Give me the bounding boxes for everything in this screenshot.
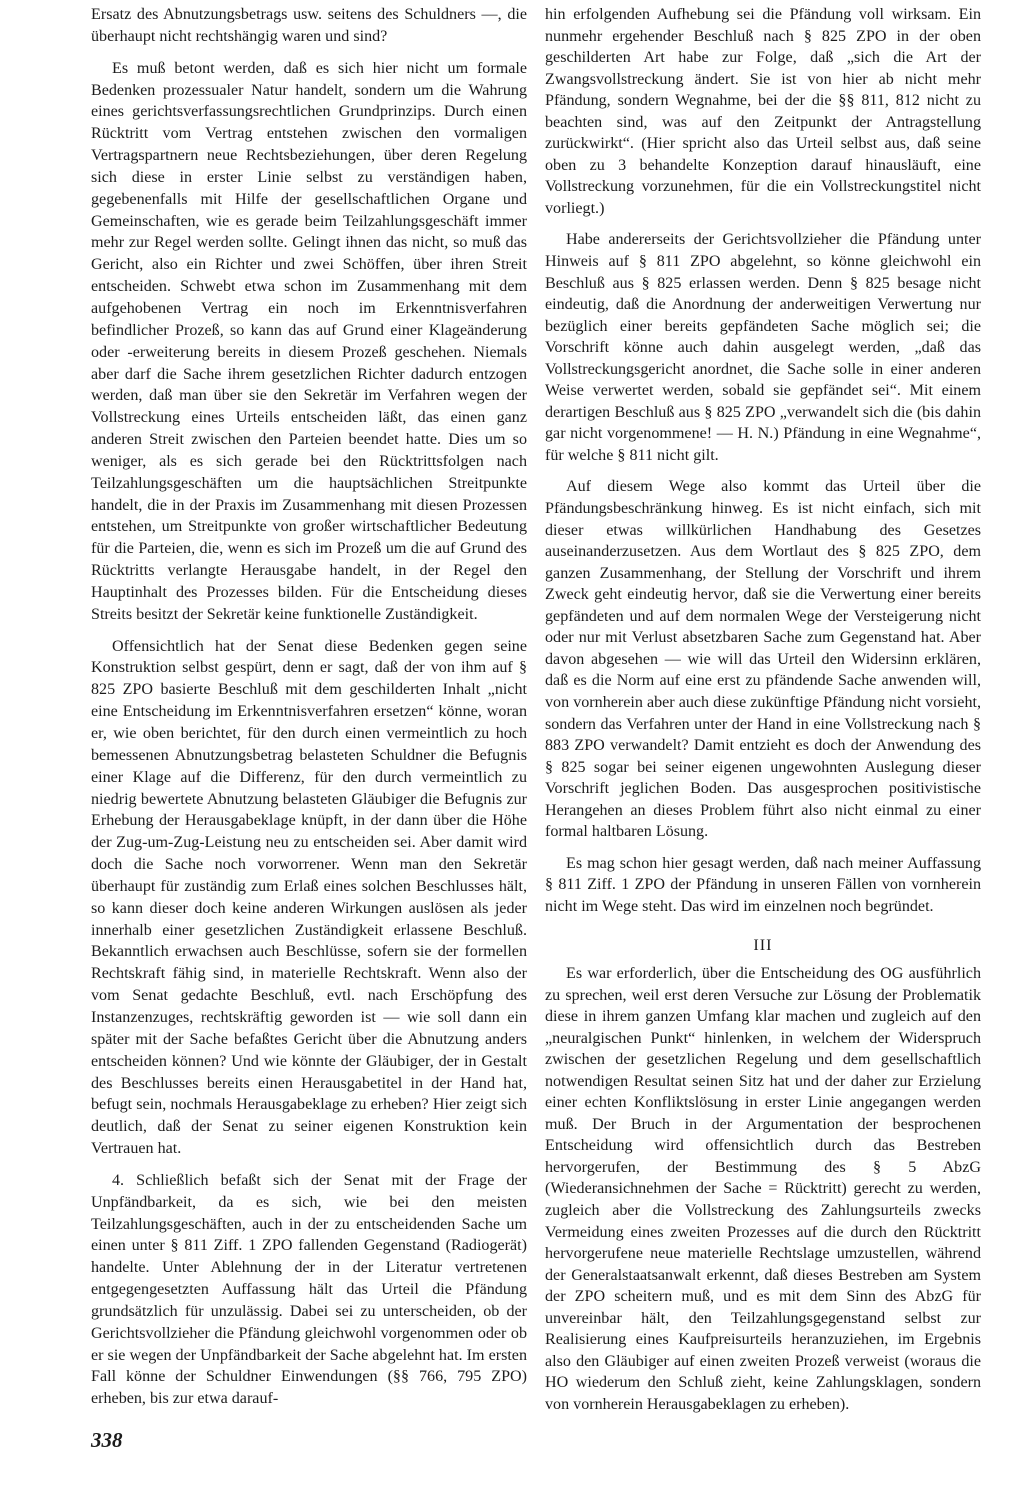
paragraph: Ersatz des Abnutzungsbetrags usw. seitens des Schuldners —, die überhaupt nicht rechtshängig waren und sind? [91,6,527,45]
left-column [91,4,527,1410]
paragraph: Offensichtlich hat der Senat diese Bedenken gegen seine Konstruktion selbst gespürt, denn er sagt, daß der von ihm auf § 825 ZPO basierte Beschluß mit dem geschilderten Inhalt „nicht eine Entscheidung im Erkenntnisverfahren ersetzen“ könne, woran er, wie oben berichtet, für den durch einen vermeintlich zu hoch bemessenen Abnutzungsbetrag belasteten Schuldner die Befugnis einer Klage auf die Differenz, für den durch vermeintlich zu niedrig bewertete Abnutzung belasteten Gläubiger die Befugnis zur Erhebung der Herausgabeklage knüpft, in der dann über die Höhe der Zug-um-Zug-Leistung neu zu entscheiden sei. Aber damit wird doch die Sache noch vorworrener. Wenn man den Sekretär überhaupt für zuständig zum Erlaß eines solchen Beschlusses hält, so kann dieser doch keine anderen Wirkungen auslösen als jeder innerhalb einer gesetzlichen Zuständigkeit erlassene Beschluß. Bekanntlich erwachsen auch Beschlüsse, sofern sie der formellen Rechtskraft fähig sind, in materielle Rechtskraft. Wenn also der vom Senat gedachte Beschluß, evtl. nach Erschöpfung des Instanzenzuges, rechtskräftig geworden ist — wie soll dann ein später mit der Sache befaßtes Gericht über die Abnutzung anders entscheiden können? Und wie könnte der Gläubiger, der in Gestalt des Beschlusses bereits einen Herausgabetitel in der Hand hat, befugt sein, nochmals Herausgabeklage zu erheben? Hier zeigt sich deutlich, daß der Senat zu seiner eigenen Konstruktion kein Vertrauen hat. [91,637,527,1158]
paragraph: Es war erforderlich, über die Entscheidung des OG ausführlich zu sprechen, weil erst deren Versuche zur Lösung der Problematik diese in ihrem ganzen Umfang klar machen und zugleich auf den „neuralgischen Punkt“ hinlenken, in welchem der Widerspruch zwischen der gesetzlichen Regelung und dem gesellschaftlich notwendigen Resultat seinen Sitz hat und der daher zur Erzielung einer echten Konfliktslösung in erster Linie angegangen werden muß. Der Bruch in der Argumentation der besprochenen Entscheidung wird offensichtlich durch das Bestreben hervorgerufen, der Bestimmung des § 5 AbzG (Wiederansichnehmen der Sache = Rücktritt) gerecht zu werden, zugleich aber die Vollstreckung des Zahlungsurteils zwecks Vermeidung eines zweiten Prozesses auf die durch den Rücktritt hervorgerufene neue materielle Rechtslage umzustellen, während der Generalstaatsanwalt erkennt, daß dieses Bestreben am System der ZPO scheitern muß, und es mit dem Sinn des AbzG für unvereinbar hält, den Teilzahlungsgegenstand selbst zur Realisierung eines Kaufpreisurteils heranzuziehen, im Ergebnis also den Gläubiger auf einen zweiten Prozeß verweist (woraus die HO wiederum den Schluß zieht, keine Zahlungsklagen, sondern von vornherein Herausgabeklagen zu erheben). [545,964,981,1413]
paragraph: Auf diesem Wege also kommt das Urteil über die Pfändungsbeschränkung hinweg. Es ist nicht einfach, sich mit dieser etwas willkürlichen Handhabung des Gesetzes auseinanderzusetzen. Aus dem Wortlaut des § 825 ZPO, dem ganzen Zusammenhang, der Stellung der Vorschrift und ihrem Zweck geht eindeutig hervor, daß sie die Verwertung einer bereits gepfändeten und auf dem normalen Wege der Versteigerung nicht oder nur mit Verlust absetzbaren Sache zum Gegenstand hat. Aber davon abgesehen — wie will das Urteil den Widersinn erklären, daß es die Norm auf eine erst zu pfändende Sache anwenden will, von vornherein aber auch diese zukünftige Pfändung nicht vorsieht, sondern das Verfahren unter der Hand in eine Vollstreckung nach § 883 ZPO verwandelt? Damit entzieht es doch der Anwendung des § 825 sogar bei seiner eigenen ungewohnten Auslegung dieser Vorschrift jeglichen Boden. Das ausgesprochen positivistische Herangehen an dieses Problem führt also nicht einmal zu einer formal haltbaren Lösung. [545,478,981,841]
page-number: 338 [91,1428,123,1452]
paragraph: Es muß betont werden, daß es sich hier nicht um formale Bedenken prozessualer Natur handelt, sondern um die Wahrung eines gerichtsverfassungsrechtlichen Grundprinzips. Durch einen Rücktritt vom Vertrag entstehen zwischen den vormaligen Vertragspartnern neue Rechtsbeziehungen, über deren Regelung sich diese in erster Linie selbst zu verständigen haben, gegebenenfalls mit Hilfe der gesellschaftlichen Organe und Gemeinschaften, wie es gerade beim Teilzahlungsgeschäft immer mehr zur Regel werden sollte. Gelingt ihnen das nicht, so muß das Gericht, also ein Richter und zwei Schöffen, über ihren Streit entscheiden. Schwebt etwa schon im Zusammenhang mit dem aufgehobenen Vertrag ein noch im Erkenntnisverfahren befindlicher Prozeß, so kann das auf Grund einer Klageänderung oder -erweiterung bereits in diesem Prozeß geschehen. Niemals aber darf die Sache ihrem gesetzlichen Richter dadurch entzogen werden, daß man über sie den Sekretär im Verfahren wegen der Vollstreckung eines Urteils entscheiden läßt, das einen ganz anderen Streit zwischen den Parteien beendet hatte. Dies um so weniger, als es sich gerade bei den Rücktrittsfolgen nach Teilzahlungsgeschäften um die hauptsächlichen Streitpunkte handelt, die in der Praxis im Zusammenhang mit diesen Prozessen entstehen, um Streitpunkte von großer wirtschaftlicher Bedeutung für die Parteien, die, wenn es sich im Prozeß um die auf Grund des Rücktritts verlangte Herausgabe handelt, in der Regel den Hauptinhalt des Prozesses bilden. Für die Entscheidung dieses Streits besitzt der Sekretär keine funktionelle Zuständigkeit. [91,59,527,623]
right-column [545,4,981,1415]
paragraph: hin erfolgenden Aufhebung sei die Pfändung voll wirksam. Ein nunmehr ergehender Beschluß nach § 825 ZPO in der oben geschilderten Art habe zur Folge, daß „sich die Art der Zwangsvollstreckung ändert. Sie ist von hier ab nicht mehr Pfändung, sondern Wegnahme, bei der die §§ 811, 812 nicht zu beachten sind, was auf den Zeitpunkt der Antragstellung zurückwirkt“. (Hier spricht also das Urteil selbst aus, daß seine oben zu 3 behandelte Konzeption darauf hinausläuft, eine Vollstreckung vorzunehmen, für die ein Vollstreckungstitel nicht vorliegt.) [545,6,981,217]
paragraph: Habe andererseits der Gerichtsvollzieher die Pfändung unter Hinweis auf § 811 ZPO abgelehnt, so könne gleichwohl ein Beschluß aus § 825 erlassen werden. Denn § 825 besage nicht eindeutig, daß die Anordnung der anderweitigen Verwertung nur bezüglich einer bereits gepfändeten Sache möglich sei; die Vorschrift könne auch dahin ausgelegt werden, „daß das Vollstreckungsgericht anordnet, die Sache solle in einer anderen Weise verwertet werden, sobald sie gepfändet sei“. Mit einem derartigen Beschluß aus § 825 ZPO „verwandelt sich die (bis dahin gar nicht vorgenommene! — H. N.) Pfändung in eine Wegnahme“, für welche § 811 nicht gilt. [545,231,981,464]
paragraph: Es mag schon hier gesagt werden, daß nach meiner Auffassung § 811 Ziff. 1 ZPO der Pfändung in unseren Fällen von vornherein nicht im Wege steht. Das wird im einzelnen noch begründet. [545,854,981,915]
section-heading: III [753,936,773,955]
paragraph: 4. Schließlich befaßt sich der Senat mit der Frage der Unpfändbarkeit, da es sich, wie bei den meisten Teilzahlungsgeschäften, auch in der zu entscheidenden Sache um einen unter § 811 Ziff. 1 ZPO fallenden Gegenstand (Radiogerät) handelte. Unter Ablehnung der in der Literatur vertretenen entgegengesetzten Auffassung hält das Urteil die Pfändung grundsätzlich für unzulässig. Dabei sei zu unterscheiden, ob der Gerichtsvollzieher die Pfändung gleichwohl vorgenommen oder ob er sie wegen der Unpfändbarkeit der Sache abgelehnt hat. Im ersten Fall könne der Schuldner Einwendungen (§§ 766, 795 ZPO) erheben, bis zur etwa darauf- [91,1171,527,1408]
